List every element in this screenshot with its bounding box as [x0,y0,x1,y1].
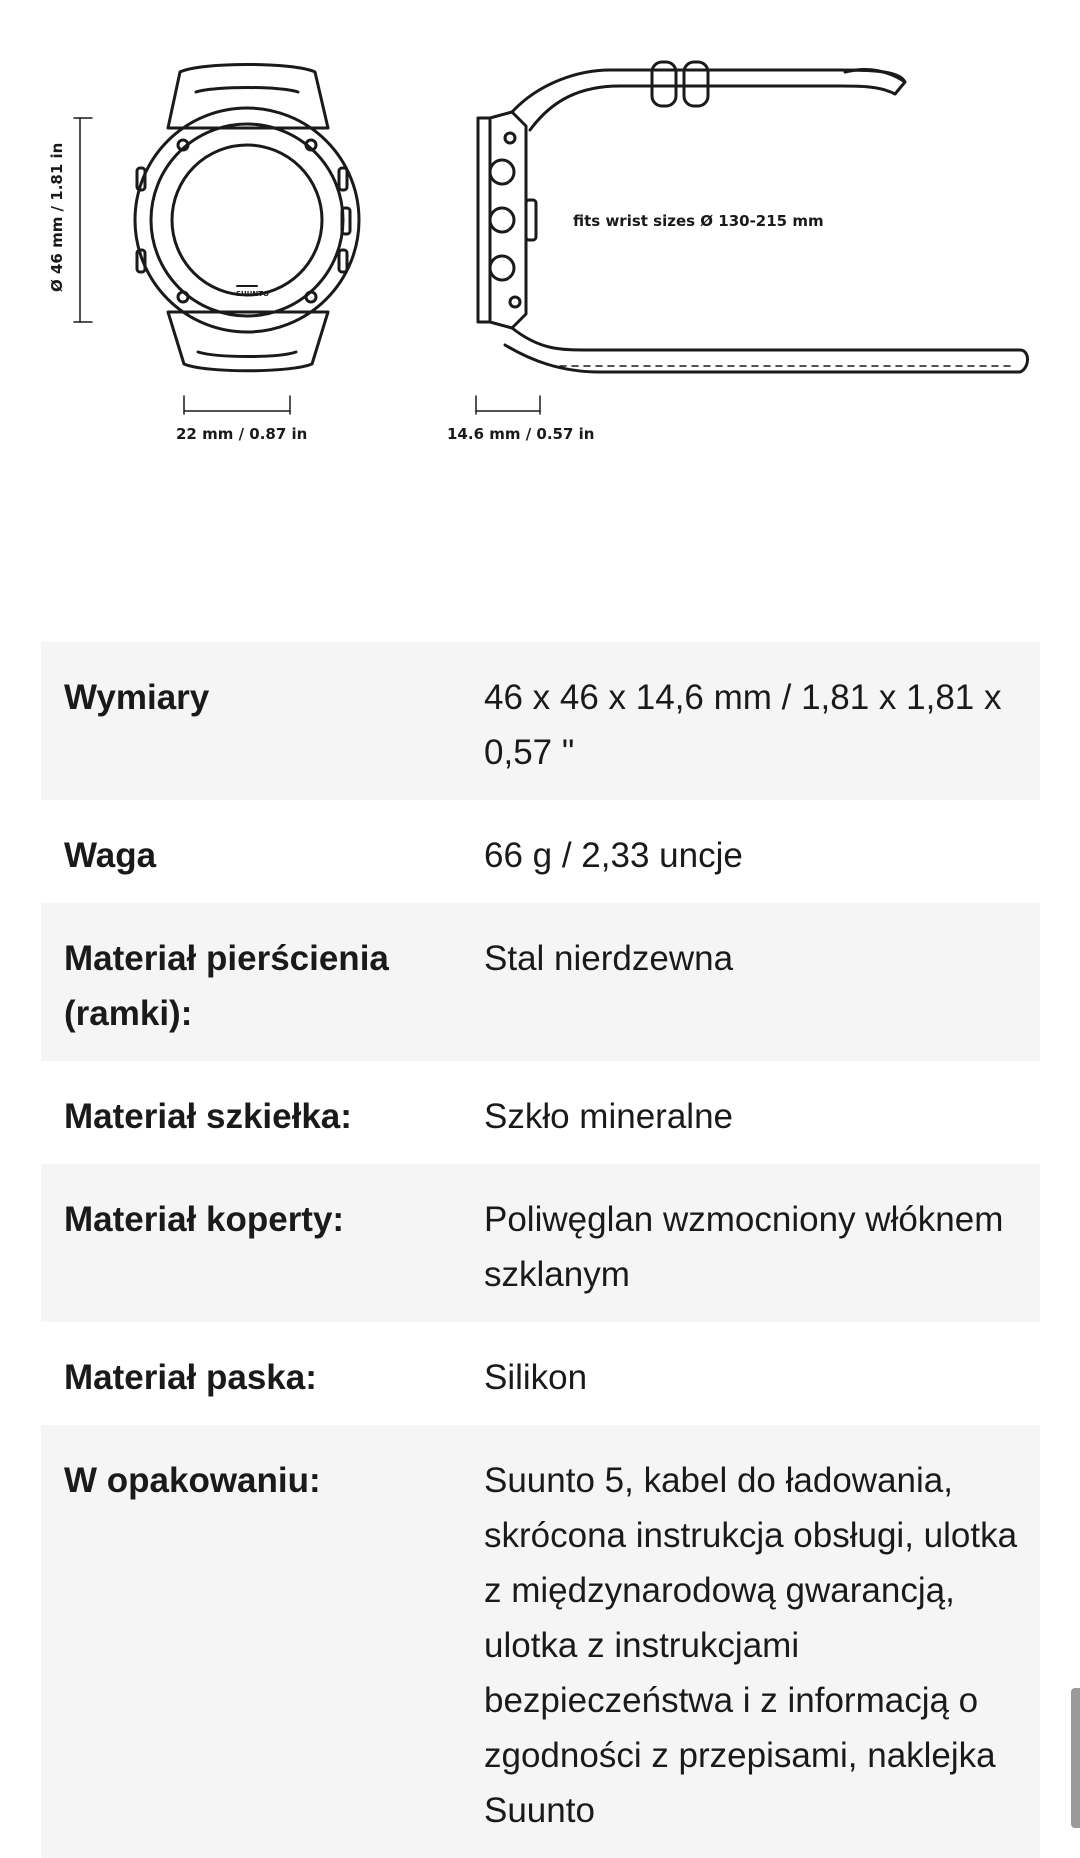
spec-row-dimensions [41,642,1040,800]
spec-row-strap-material [41,1322,1040,1425]
spec-label: Materiał pierścienia (ramki): [64,939,389,1033]
spec-value: Silikon [484,1358,588,1397]
brand-mark: SUUNTO [236,290,269,298]
width-dimension-line [184,396,290,414]
width-label: 22 mm / 0.87 in [176,425,308,443]
spec-value: 46 x 46 x 14,6 mm / 1,81 x 1,81 x 0,57 " [484,678,1002,772]
depth-dimension-line [476,396,540,414]
height-dimension-line [74,118,92,322]
spec-label: Materiał szkiełka: [64,1097,352,1136]
spec-row-weight [41,800,1040,903]
page-scrollbar[interactable] [1071,1688,1080,1828]
spec-value: Stal nierdzewna [484,939,734,978]
specifications-table [41,642,1040,1858]
spec-label: Materiał paska: [64,1358,317,1397]
spec-row-bezel-material [41,903,1040,1061]
watch-front-view [135,65,359,371]
spec-label: Waga [64,836,157,875]
spec-value: Suunto 5, kabel do ładowania, skrócona instrukcja obsługi, ulotka z międzynarodową gwarancją, ulotka z instrukcjami bezpieczeństwa i z informacją o zgodności z przepisami, naklejka Suunto [484,1461,1018,1830]
height-label: Ø 46 mm / 1.81 in [48,142,66,292]
watch-dimensions-diagram [0,0,1080,500]
spec-label: Wymiary [64,678,210,717]
depth-label: 14.6 mm / 0.57 in [447,425,595,443]
spec-value: 66 g / 2,33 uncje [484,836,743,875]
spec-row-package-contents [41,1425,1040,1858]
wrist-size-label: fits wrist sizes Ø 130-215 mm [573,212,824,230]
spec-value: Szkło mineralne [484,1097,733,1136]
spec-value: Poliwęglan wzmocniony włóknem szklanym [484,1200,1004,1294]
spec-label: Materiał koperty: [64,1200,345,1239]
spec-row-glass-material [41,1061,1040,1164]
spec-row-case-material [41,1164,1040,1322]
spec-label: W opakowaniu: [64,1461,321,1500]
